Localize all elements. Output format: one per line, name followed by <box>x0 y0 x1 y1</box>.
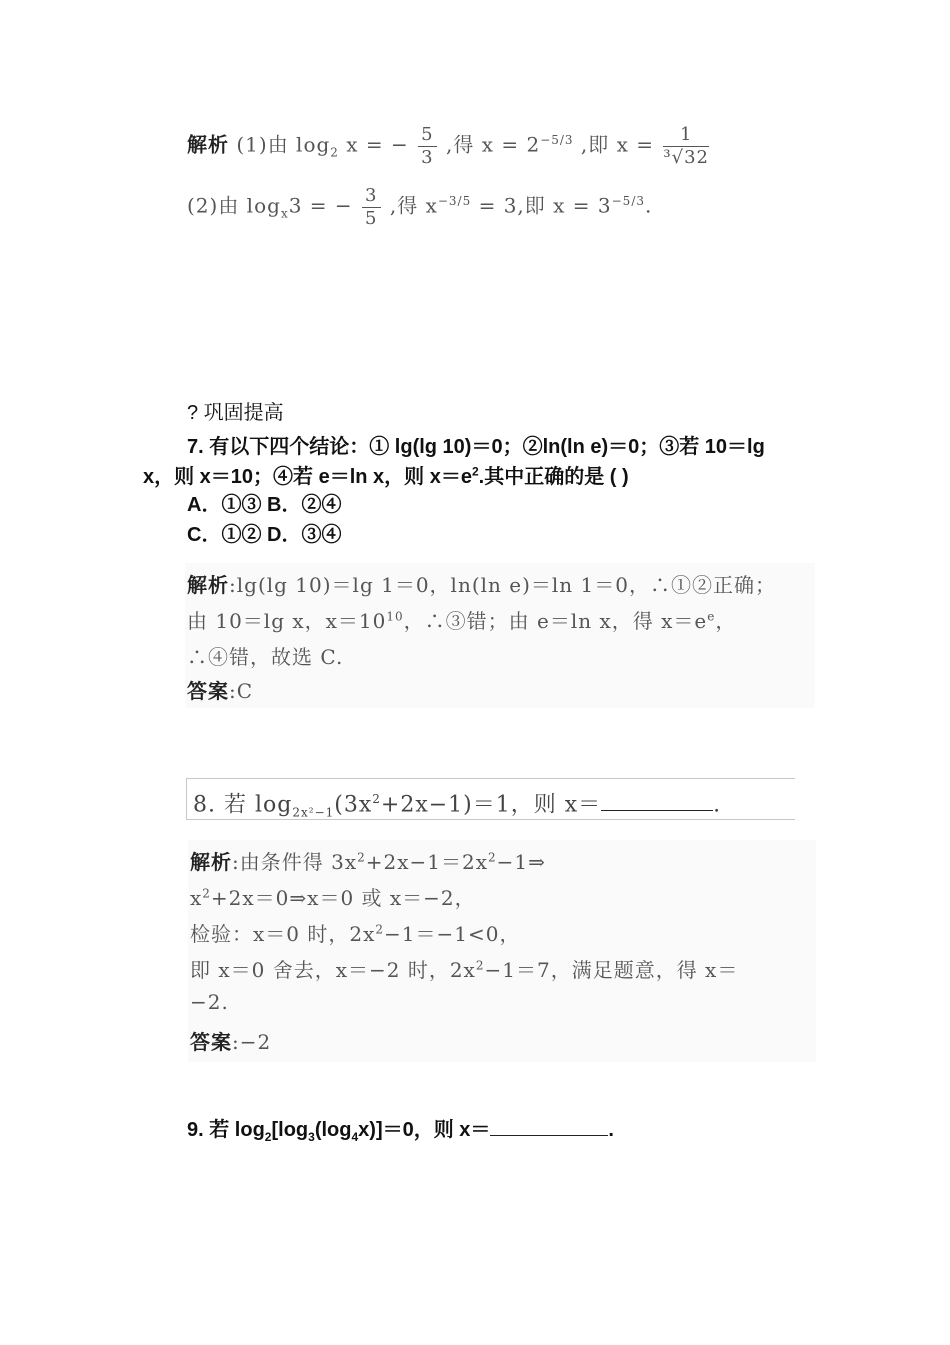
analysis-8-answer: 答案:−2 <box>190 1030 272 1054</box>
q7-options-ab: A．①③ B．②④ <box>187 494 342 516</box>
fraction: $\frac{3}{5}$ <box>362 187 380 228</box>
q7-line-1: 7. 有以下四个结论：① lg(lg 10)＝0；②ln(ln e)＝0；③若 10＝lg <box>187 436 765 458</box>
analysis-8 <box>188 840 816 1062</box>
analysis-7-line-2: 由 10＝lg x，$x=10^{10}$，∴③错；由 e＝ln x，得 $x=e^e$， <box>187 609 737 633</box>
analysis-8-line-5: −2. <box>190 990 229 1014</box>
analysis-8-line-3: 检验：x＝0 时，$2x^2-1=-1<0$， <box>190 922 521 946</box>
analysis-8-line-2: $x^2+2x=0\Rightarrow x=0$ 或 x＝−2， <box>190 886 476 910</box>
analysis-7-answer: 答案:C <box>187 679 254 703</box>
section-title: ? 巩固提高 <box>187 402 284 424</box>
q7-options-cd: C．①② D．③④ <box>187 524 342 546</box>
analysis-6-line-1: 解析 (1)由 $\log_2 x$ = − $\frac{5}{3}$ ,得 $x = 2^{-5/3}$ ,即 x = $\frac{1}{\text{³√32}}$ <box>187 123 709 168</box>
fraction: $\frac{1}{\text{³√32}}$ <box>663 123 709 168</box>
q8-line: 8. 若 $\log_{2x^2-1}(3x^2+2x-1)=1$，则 x＝ . <box>186 778 795 820</box>
answer-blank[interactable] <box>490 1115 608 1136</box>
analysis-label: 解析 <box>187 132 229 157</box>
q7-line-2: x，则 x＝10；④若 e＝ln x，则 $x=e^2$.其中正确的是 ( ) <box>143 464 629 488</box>
analysis-8-line-4: 即 x＝0 舍去，x＝−2 时，$2x^2-1=7$，满足题意，得 x＝ <box>190 958 739 982</box>
analysis-7 <box>185 563 815 708</box>
analysis-7-line-3: ∴④错，故选 C. <box>187 645 344 669</box>
answer-blank[interactable] <box>601 788 713 811</box>
q9-line: 9. 若 $\log_2[\log_3(\log_4x)]=0$，则 x＝ . <box>187 1113 614 1144</box>
analysis-7-line-1: 解析:lg(lg 10)＝lg 1＝0，ln(ln e)＝ln 1＝0，∴①②正确； <box>187 573 776 597</box>
analysis-8-line-1: 解析:由条件得 $3x^2+2x-1=2x^2-1\Rightarrow$ <box>190 850 546 874</box>
fraction: $\frac{5}{3}$ <box>418 126 436 167</box>
analysis-6-line-2: (2)由 $\log_x3$ = − $\frac{3}{5}$ ,得 $x^{-3/5} = 3$,即 $x = 3^{-5/3}$. <box>187 184 653 229</box>
